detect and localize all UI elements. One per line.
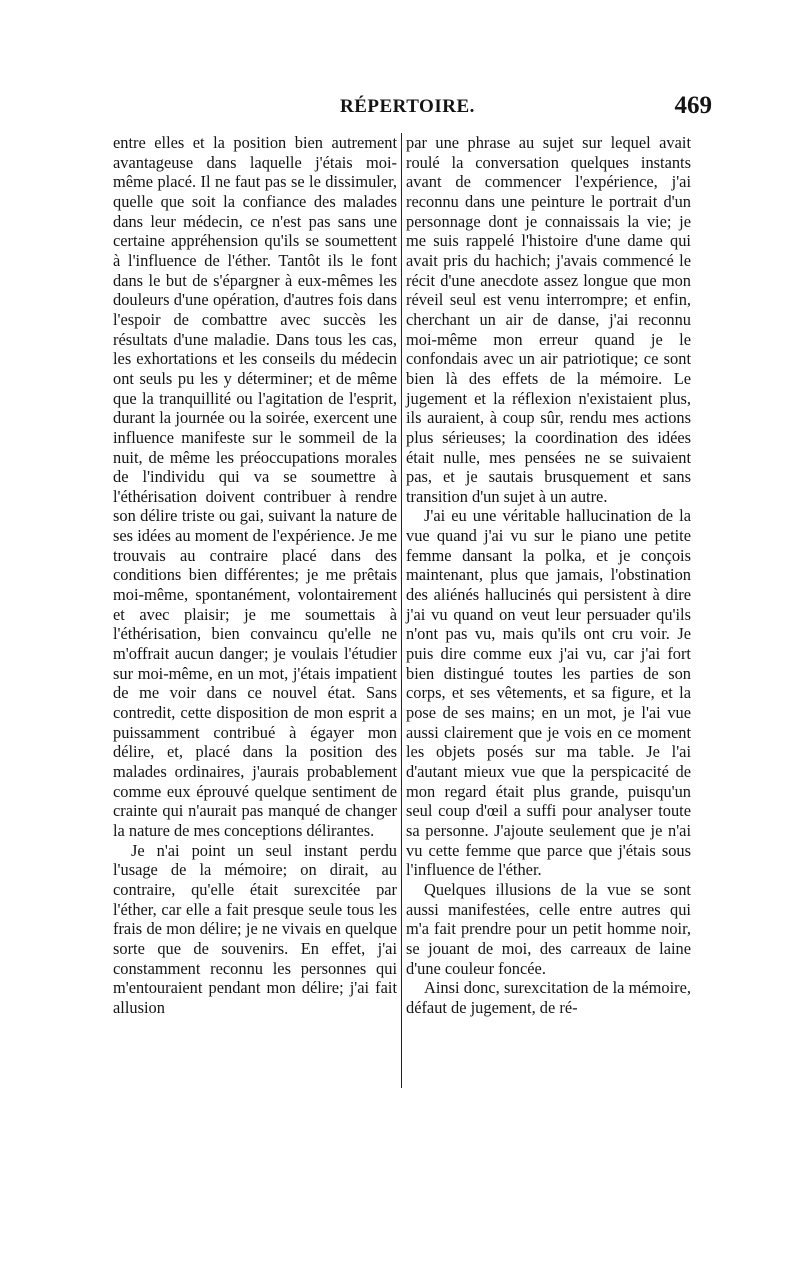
page-header xyxy=(112,92,712,122)
paragraph-right-1: par une phrase au sujet sur lequel avait roulé la conversation quelques instants avant de commencer l'expérience, j'ai reconnu dans une peinture le portrait d'un personnage dont je connaissais la vie; je me suis rappelé l'histoire d'une dame qui avait pris du hachich; j'avais commencé le récit d'une anecdote assez longue que mon réveil seul est venu interrompre; et enfin, cherchant un air de danse, j'ai reconnu moi-même mon erreur quand je le confondais avec un air patriotique; ce sont bien là des effets de la mémoire. Le jugement et la réflexion n'existaient plus, ils auraient, à coup sûr, rendu mes actions plus sérieuses; la coordination des idées était nulle, mes pensées ne se suivaient pas, et je sautais brusquement et sans transition d'un sujet à un autre. xyxy=(406,133,691,506)
paragraph-right-4: Ainsi donc, surexcitation de la mémoire, défaut de jugement, de ré- xyxy=(406,978,691,1017)
running-title: RÉPERTOIRE. xyxy=(340,96,475,117)
left-column xyxy=(113,133,397,1088)
paragraph-left-2: Je n'ai point un seul instant perdu l'usage de la mémoire; on dirait, au contraire, qu'elle était surexcitée par l'éther, car elle a fait presque seule tous les frais de mon délire; je ne vivais en quelque sorte que de souvenirs. En effet, j'ai constamment reconnu les personnes qui m'entouraient pendant mon délire; j'ai fait allusion xyxy=(113,840,397,1017)
page-number: 469 xyxy=(674,92,712,119)
paragraph-right-3: Quelques illusions de la vue se sont aussi manifestées, celle entre autres qui m'a fait prendre pour un petit homme noir, se jouant de moi, des carreaux de laine d'une couleur foncée. xyxy=(406,879,691,978)
right-column xyxy=(401,133,691,1088)
paragraph-left-1: entre elles et la position bien autrement avantageuse dans laquelle j'étais moi-même placé. Il ne faut pas se le dissimuler, quelle que soit la confiance des malades dans leur médecin, ce n'est pas sans une certaine appréhension qu'ils se soumettent à l'influence de l'éther. Tantôt ils le font dans le but de s'épargner à eux-mêmes les douleurs d'une opération, d'autres fois dans l'espoir de combattre avec succès les résultats d'une maladie. Dans tous les cas, les exhortations et les conseils du médecin ont seuls pu les y déterminer; et de même que la tranquillité ou l'agitation de l'esprit, durant la journée ou la soirée, exercent une influence manifeste sur le sommeil de la nuit, de même les préoccupations morales de l'individu qui va se soumettre à l'éthérisation doivent contribuer à rendre son délire triste ou gai, suivant la nature de ses idées au moment de l'expérience. Je me trouvais au contraire placé dans des conditions bien différentes; je me prêtais moi-même, spontanément, volontairement et avec plaisir; je me soumettais à l'éthérisation, bien convaincu qu'elle ne m'offrait aucun danger; je voulais l'étudier sur moi-même, en un mot, j'étais impatient de me voir dans ce nouvel état. Sans contredit, cette disposition de mon esprit a puissamment contribué à égayer mon délire, et, placé dans la position des malades ordinaires, j'aurais probablement comme eux éprouvé quelque sentiment de crainte qui n'aurait pas manqué de changer la nature de mes conceptions délirantes. xyxy=(113,133,397,840)
paragraph-right-2: J'ai eu une véritable hallucination de la vue quand j'ai vu sur le piano une petite femme dansant la polka, et je conçois maintenant, plus que jamais, l'obstination des aliénés hallucinés qui persistent à dire j'ai vu quand on veut leur persuader qu'ils n'ont pas vu, mais qu'ils ont cru voir. Je puis dire comme eux j'ai vu, car j'ai fort bien distingué toutes les parties de son corps, et ses vêtements, et sa figure, et la pose de ses mains; en un mot, je l'ai vue aussi clairement que je vois en ce moment les objets posés sur ma table. Je l'ai d'autant mieux vue que la perspicacité de mon regard était plus grande, puisqu'un seul coup d'œil a suffi pour analyser toute sa personne. J'ajoute seulement que je n'ai vu cette femme que parce que j'étais sous l'influence de l'éther. xyxy=(406,506,691,880)
